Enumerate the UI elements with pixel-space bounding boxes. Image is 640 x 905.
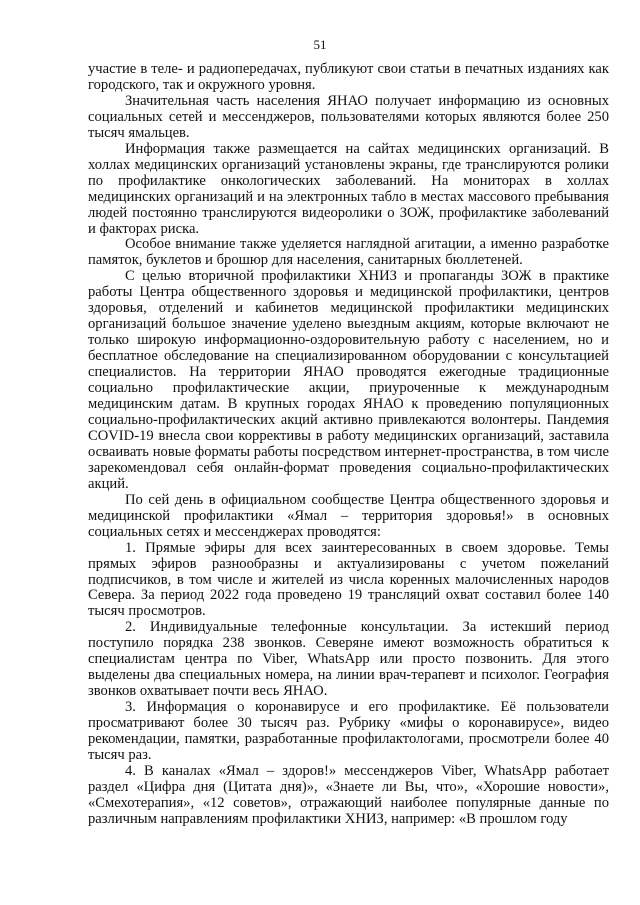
list-item: 3. Информация о коронавирусе и его профилактике. Её пользователи просматривают более 30 тысяч раз. Рубрику «мифы о коронавирусе», видео рекомендации, памятки, разработанные профилактологами, просмотрели более 40 тысяч раз.	[88, 699, 609, 763]
list-item: 2. Индивидуальные телефонные консультации. За истекший период поступило порядка 238 звонков. Северяне имеют возможность обратиться к специалистам центра по Viber, WhatsApp или просто позвонить. Для этого выделены два специальных номера, на линии врач-терапевт и психолог. География звонков охватывает почти весь ЯНАО.	[88, 619, 609, 700]
document-body	[88, 62, 609, 828]
list-item: 4. В каналах «Ямал – здоров!» мессенджеров Viber, WhatsApp работает раздел «Цифра дня (Цитата дня)», «Знаете ли Вы, что», «Хорошие новости», «Смехотерапия», «12 советов», отражающий наиболее популярные данные по различным направлениям профилактики ХНИЗ, например: «В прошлом году	[88, 762, 609, 827]
paragraph: участие в теле- и радиопередачах, публикуют свои статьи в печатных изданиях как городского, так и окружного уровня.	[88, 61, 609, 93]
paragraph: Особое внимание также уделяется наглядной агитации, а именно разработке памяток, буклетов и брошюр для населения, санитарных бюллетеней.	[88, 236, 609, 269]
paragraph: Информация также размещается на сайтах медицинских организаций. В холлах медицинских организаций установлены экраны, где транслируются ролики по профилактике онкологических заболеваний. На мониторах в холлах медицинских организаций и на электронных табло в местах массового пребывания людей постоянно транслируются видеоролики о ЗОЖ, профилактике заболеваний и факторах риска.	[88, 140, 609, 237]
paragraph: По сей день в официальном сообществе Центра общественного здоровья и медицинской профилактики «Ямал – территория здоровья!» в основных социальных сетях и мессенджерах проводятся:	[88, 491, 609, 540]
paragraph: Значительная часть населения ЯНАО получает информацию из основных социальных сетей и мессенджеров, пользователями которых являются более 250 тысяч ямальцев.	[88, 92, 609, 141]
list-item: 1. Прямые эфиры для всех заинтересованных в своем здоровье. Темы прямых эфиров разнообразны и актуализированы с учетом пожеланий подписчиков, в том числе и жителей из числа коренных малочисленных народов Севера. За период 2022 года проведено 19 трансляций охват составил более 140 тысяч просмотров.	[88, 539, 609, 620]
page-number: 51	[313, 37, 327, 52]
paragraph: С целью вторичной профилактики ХНИЗ и пропаганды ЗОЖ в практике работы Центра общественного здоровья и медицинской профилактики, центров здоровья, отделений и кабинетов медицинской профилактики медицинских организаций большое значение уделено выездным акциям, которые включают не только широкую информационно-оздоровительную работу с населением, но и бесплатное обследование на специализированном оборудовании с консультацией специалистов. На территории ЯНАО проводятся ежегодные традиционные социально профилактические акции, приуроченные к международным медицинским датам. В крупных городах ЯНАО к проведению популяционных социально-профилактических акций активно привлекаются волонтеры. Пандемия COVID-19 внесла свои коррективы в работу медицинских организаций, заставила осваивать новые форматы работы посредством интернет-пространства, в том числе зарекомендовал себя онлайн-формат проведения социально-профилактических акций.	[88, 268, 609, 492]
